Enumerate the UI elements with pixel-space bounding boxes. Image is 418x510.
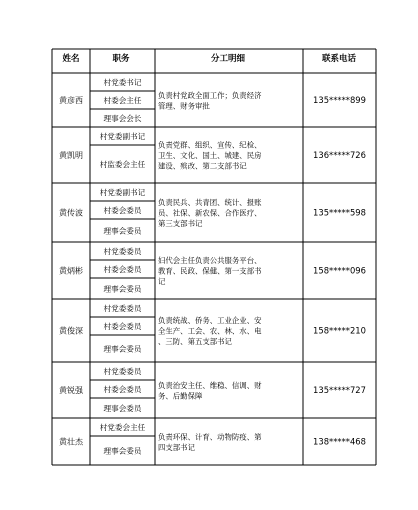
position-label: 村党委委员 (103, 304, 142, 313)
duty-line: 教育、民政、保健、第一支部书 (158, 266, 262, 276)
position-label: 理事会委员 (103, 404, 142, 413)
header-phone: 联系电话 (321, 54, 357, 64)
position-label: 村党委委员 (103, 367, 142, 376)
person-name: 黄凯明 (59, 151, 83, 160)
phone-number: 158*****210 (313, 325, 366, 336)
person-name: 黄壮杰 (59, 437, 83, 447)
position-label: 村委会委员 (103, 322, 142, 331)
position-label: 村委会委员 (103, 206, 142, 215)
position-label: 村监委会主任 (99, 160, 146, 169)
position-label: 村党委副书记 (99, 188, 146, 197)
duty-line: 负责村党政全面工作；负责经济 (158, 90, 262, 100)
position-label: 村党委书记 (103, 78, 142, 87)
duty-line: 管理、财务审批 (158, 101, 210, 111)
phone-number: 135*****598 (313, 207, 366, 218)
position-label: 理事会委员 (103, 284, 142, 294)
duty-line: 务、后勤保障 (158, 391, 203, 401)
person-name: 黄彦西 (59, 96, 83, 105)
position-label: 村党委会主任 (99, 423, 146, 432)
duty-line: 负责党群、组织、宣传、纪检、 (158, 140, 262, 150)
phone-number: 138*****468 (313, 436, 366, 447)
person-name: 黄传波 (59, 208, 83, 218)
duty-line: 卫生、文化、国土、城建、民房 (158, 151, 262, 160)
header-duties: 分工明细 (210, 54, 246, 64)
phone-number: 158*****096 (313, 265, 366, 276)
header-name: 姓名 (62, 54, 80, 64)
duty-line: 、三防、第五支部书记 (158, 337, 232, 346)
duty-line: 全生产、工会、农、林、水、电 (158, 326, 262, 336)
duty-line: 建设、殡改、第二支部书记 (158, 161, 247, 171)
header-position: 职务 (112, 54, 130, 64)
position-label: 村委会主任 (103, 96, 142, 105)
duty-line: 第三支部书记 (158, 219, 203, 228)
position-label: 理事会会长 (103, 114, 142, 123)
person-name: 黄炳彬 (59, 266, 83, 276)
phone-number: 135*****727 (313, 385, 366, 395)
position-label: 村党委副书记 (99, 132, 146, 141)
duty-line: 妇代会主任负责公共服务平台、 (158, 256, 262, 265)
person-name: 黄锐强 (59, 386, 83, 395)
duty-line: 四支部书记 (158, 442, 195, 452)
duty-line: 负责民兵、共青团、统计、报账 (158, 198, 262, 207)
duty-line: 负责治安主任、维稳、信调、财 (158, 380, 262, 390)
position-label: 理事会委员 (103, 344, 142, 354)
phone-number: 136*****726 (313, 150, 366, 160)
position-label: 村委会委员 (103, 265, 142, 274)
table-cells (59, 53, 366, 456)
duty-line: 负责环保、计育、动物防疫、第 (158, 432, 262, 442)
position-label: 理事会委员 (103, 446, 142, 456)
position-label: 理事会委员 (103, 226, 142, 236)
duty-line: 负责统战、侨务、工业企业、安 (158, 316, 262, 325)
duty-line: 员、社保、新农保、合作医疗、 (158, 208, 262, 218)
person-name: 黄俊深 (59, 326, 83, 336)
phone-number: 135*****899 (313, 95, 366, 105)
duty-line: 记 (158, 277, 166, 286)
position-label: 村党委委员 (103, 247, 142, 256)
position-label: 村委会委员 (103, 385, 142, 394)
